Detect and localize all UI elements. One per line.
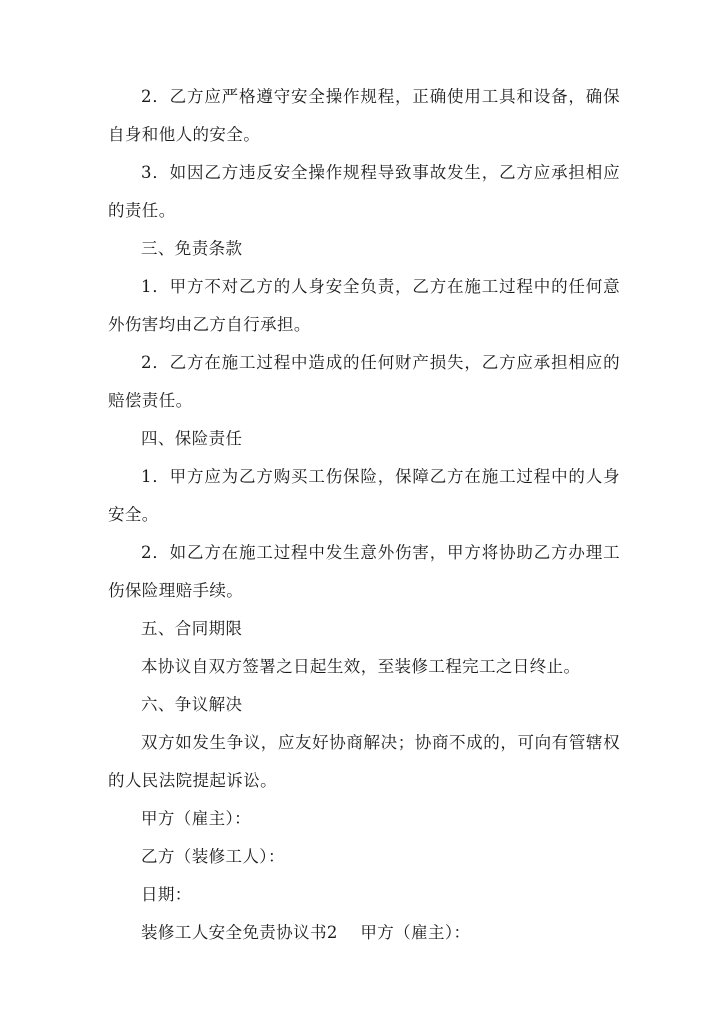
signature-date: 日期：: [141, 885, 192, 904]
paragraph-safety-rule-2: 2．乙方应严格遵守安全操作规程，正确使用工具和设备，确保自身和他人的安全。: [108, 87, 620, 144]
paragraph-contract-term: 本协议自双方签署之日起生效，至装修工程完工之日终止。: [141, 657, 581, 676]
document-body: [108, 78, 620, 952]
heading-section-three: 三、免责条款: [141, 239, 243, 258]
paragraph-insurance-1: 1．甲方应为乙方购买工伤保险，保障乙方在施工过程中的人身安全。: [108, 467, 620, 524]
heading-section-five: 五、合同期限: [141, 619, 243, 638]
paragraph-exemption-2: 2．乙方在施工过程中造成的任何财产损失，乙方应承担相应的赔偿责任。: [108, 353, 620, 410]
heading-section-six: 六、争议解决: [141, 695, 243, 714]
next-agreement-title: 装修工人安全免责协议书2 甲方（雇主）：: [141, 923, 471, 942]
paragraph-dispute-resolution: 双方如发生争议，应友好协商解决；协商不成的，可向有管辖权的人民法院提起诉讼。: [108, 733, 620, 790]
signature-party-a: 甲方（雇主）：: [141, 809, 252, 828]
paragraph-insurance-2: 2．如乙方在施工过程中发生意外伤害，甲方将协助乙方办理工伤保险理赔手续。: [108, 543, 620, 600]
heading-section-four: 四、保险责任: [141, 429, 243, 448]
signature-party-b: 乙方（装修工人）：: [141, 847, 285, 866]
paragraph-exemption-1: 1．甲方不对乙方的人身安全负责，乙方在施工过程中的任何意外伤害均由乙方自行承担。: [108, 277, 620, 334]
paragraph-safety-rule-3: 3．如因乙方违反安全操作规程导致事故发生，乙方应承担相应的责任。: [108, 163, 620, 220]
